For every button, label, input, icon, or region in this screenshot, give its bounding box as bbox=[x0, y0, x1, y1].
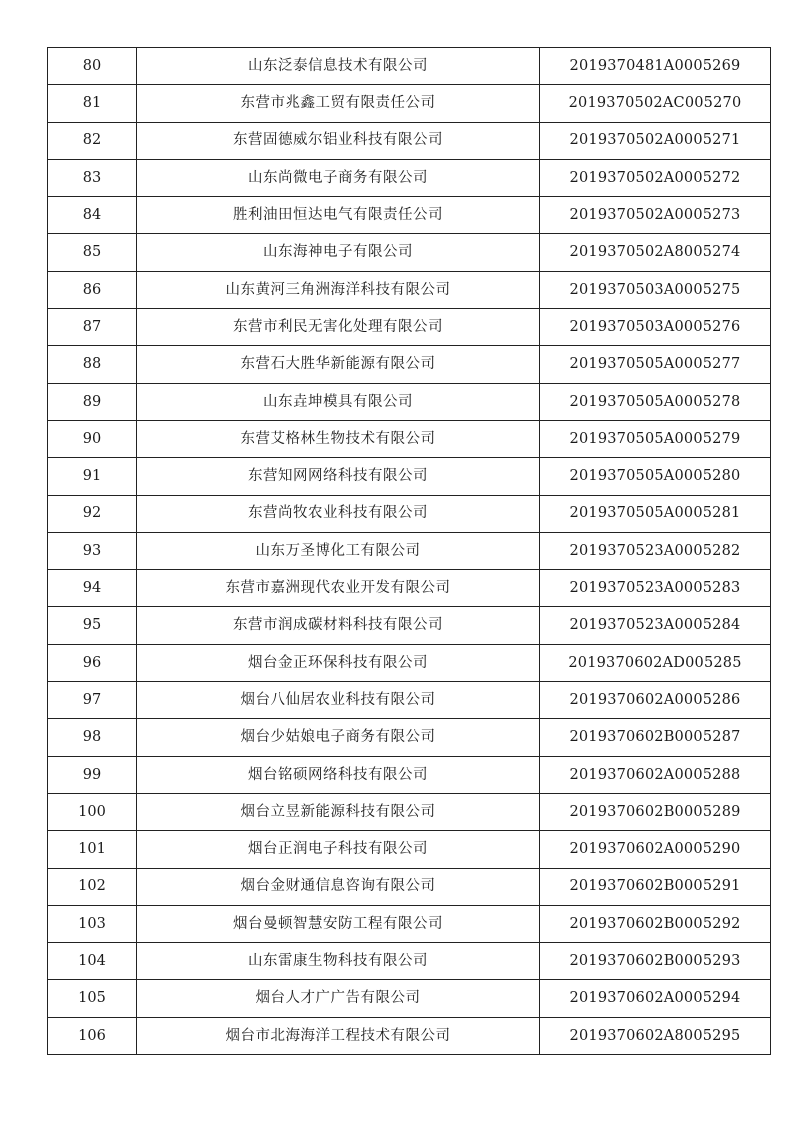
registration-code-cell: 2019370602A8005295 bbox=[540, 1017, 771, 1054]
company-name-cell: 东营市润成碳材料科技有限公司 bbox=[137, 607, 540, 644]
table-row bbox=[48, 719, 771, 756]
table-row bbox=[48, 420, 771, 457]
table-row bbox=[48, 943, 771, 980]
table-row bbox=[48, 980, 771, 1017]
row-number-cell: 92 bbox=[48, 495, 137, 532]
row-number-cell: 101 bbox=[48, 831, 137, 868]
company-name-cell: 山东垚坤模具有限公司 bbox=[137, 383, 540, 420]
row-number-cell: 95 bbox=[48, 607, 137, 644]
table-row bbox=[48, 532, 771, 569]
company-name-cell: 东营市嘉洲现代农业开发有限公司 bbox=[137, 570, 540, 607]
table-row bbox=[48, 495, 771, 532]
row-number-cell: 88 bbox=[48, 346, 137, 383]
row-number-cell: 106 bbox=[48, 1017, 137, 1054]
company-name-cell: 烟台铭硕网络科技有限公司 bbox=[137, 756, 540, 793]
registration-code-cell: 2019370602B0005287 bbox=[540, 719, 771, 756]
table-row bbox=[48, 1017, 771, 1054]
registration-code-cell: 2019370505A0005280 bbox=[540, 458, 771, 495]
company-name-cell: 东营石大胜华新能源有限公司 bbox=[137, 346, 540, 383]
row-number-cell: 87 bbox=[48, 309, 137, 346]
company-name-cell: 烟台人才广广告有限公司 bbox=[137, 980, 540, 1017]
table-row bbox=[48, 831, 771, 868]
row-number-cell: 102 bbox=[48, 868, 137, 905]
company-name-cell: 烟台金财通信息咨询有限公司 bbox=[137, 868, 540, 905]
table-row bbox=[48, 85, 771, 122]
company-name-cell: 山东万圣博化工有限公司 bbox=[137, 532, 540, 569]
row-number-cell: 80 bbox=[48, 48, 137, 85]
company-name-cell: 烟台立昱新能源科技有限公司 bbox=[137, 793, 540, 830]
registration-code-cell: 2019370505A0005281 bbox=[540, 495, 771, 532]
table-row bbox=[48, 48, 771, 85]
registration-code-cell: 2019370505A0005277 bbox=[540, 346, 771, 383]
registration-code-cell: 2019370602B0005289 bbox=[540, 793, 771, 830]
company-name-cell: 烟台少姑娘电子商务有限公司 bbox=[137, 719, 540, 756]
table-row bbox=[48, 793, 771, 830]
row-number-cell: 105 bbox=[48, 980, 137, 1017]
table-row bbox=[48, 644, 771, 681]
row-number-cell: 94 bbox=[48, 570, 137, 607]
row-number-cell: 96 bbox=[48, 644, 137, 681]
table-row bbox=[48, 197, 771, 234]
row-number-cell: 99 bbox=[48, 756, 137, 793]
company-name-cell: 东营市兆鑫工贸有限责任公司 bbox=[137, 85, 540, 122]
registration-code-cell: 2019370602A0005288 bbox=[540, 756, 771, 793]
table-row bbox=[48, 756, 771, 793]
table-row bbox=[48, 346, 771, 383]
row-number-cell: 81 bbox=[48, 85, 137, 122]
row-number-cell: 85 bbox=[48, 234, 137, 271]
row-number-cell: 100 bbox=[48, 793, 137, 830]
company-name-cell: 山东黄河三角洲海洋科技有限公司 bbox=[137, 271, 540, 308]
registration-code-cell: 2019370505A0005278 bbox=[540, 383, 771, 420]
registration-code-cell: 2019370523A0005284 bbox=[540, 607, 771, 644]
company-name-cell: 东营固德威尔铝业科技有限公司 bbox=[137, 122, 540, 159]
row-number-cell: 98 bbox=[48, 719, 137, 756]
company-name-cell: 山东尚微电子商务有限公司 bbox=[137, 159, 540, 196]
registry-table bbox=[47, 47, 771, 1055]
row-number-cell: 91 bbox=[48, 458, 137, 495]
company-name-cell: 山东泛泰信息技术有限公司 bbox=[137, 48, 540, 85]
table-row bbox=[48, 122, 771, 159]
registration-code-cell: 2019370502AC005270 bbox=[540, 85, 771, 122]
registration-code-cell: 2019370523A0005282 bbox=[540, 532, 771, 569]
registration-code-cell: 2019370602B0005293 bbox=[540, 943, 771, 980]
table-row bbox=[48, 905, 771, 942]
table-row bbox=[48, 868, 771, 905]
row-number-cell: 104 bbox=[48, 943, 137, 980]
table-row bbox=[48, 234, 771, 271]
company-name-cell: 东营艾格林生物技术有限公司 bbox=[137, 420, 540, 457]
company-name-cell: 东营尚牧农业科技有限公司 bbox=[137, 495, 540, 532]
table-row bbox=[48, 159, 771, 196]
table-row bbox=[48, 682, 771, 719]
registry-table-body bbox=[48, 48, 771, 1055]
registration-code-cell: 2019370502A0005272 bbox=[540, 159, 771, 196]
registration-code-cell: 2019370502A8005274 bbox=[540, 234, 771, 271]
row-number-cell: 97 bbox=[48, 682, 137, 719]
company-name-cell: 东营市利民无害化处理有限公司 bbox=[137, 309, 540, 346]
registration-code-cell: 2019370602A0005294 bbox=[540, 980, 771, 1017]
company-name-cell: 东营知网网络科技有限公司 bbox=[137, 458, 540, 495]
company-name-cell: 山东雷康生物科技有限公司 bbox=[137, 943, 540, 980]
registration-code-cell: 2019370502A0005273 bbox=[540, 197, 771, 234]
registration-code-cell: 2019370505A0005279 bbox=[540, 420, 771, 457]
table-row bbox=[48, 383, 771, 420]
table-row bbox=[48, 458, 771, 495]
company-name-cell: 胜利油田恒达电气有限责任公司 bbox=[137, 197, 540, 234]
company-name-cell: 烟台曼顿智慧安防工程有限公司 bbox=[137, 905, 540, 942]
row-number-cell: 82 bbox=[48, 122, 137, 159]
company-name-cell: 烟台八仙居农业科技有限公司 bbox=[137, 682, 540, 719]
registration-code-cell: 2019370602A0005286 bbox=[540, 682, 771, 719]
registration-code-cell: 2019370602B0005292 bbox=[540, 905, 771, 942]
table-row bbox=[48, 309, 771, 346]
company-name-cell: 烟台正润电子科技有限公司 bbox=[137, 831, 540, 868]
table-row bbox=[48, 607, 771, 644]
registration-code-cell: 2019370481A0005269 bbox=[540, 48, 771, 85]
registration-code-cell: 2019370523A0005283 bbox=[540, 570, 771, 607]
company-name-cell: 烟台市北海海洋工程技术有限公司 bbox=[137, 1017, 540, 1054]
row-number-cell: 86 bbox=[48, 271, 137, 308]
company-name-cell: 烟台金正环保科技有限公司 bbox=[137, 644, 540, 681]
registration-code-cell: 2019370502A0005271 bbox=[540, 122, 771, 159]
row-number-cell: 89 bbox=[48, 383, 137, 420]
company-name-cell: 山东海神电子有限公司 bbox=[137, 234, 540, 271]
registration-code-cell: 2019370602A0005290 bbox=[540, 831, 771, 868]
row-number-cell: 83 bbox=[48, 159, 137, 196]
row-number-cell: 103 bbox=[48, 905, 137, 942]
table-row bbox=[48, 570, 771, 607]
row-number-cell: 93 bbox=[48, 532, 137, 569]
row-number-cell: 90 bbox=[48, 420, 137, 457]
registration-code-cell: 2019370503A0005275 bbox=[540, 271, 771, 308]
row-number-cell: 84 bbox=[48, 197, 137, 234]
table-row bbox=[48, 271, 771, 308]
registration-code-cell: 2019370503A0005276 bbox=[540, 309, 771, 346]
registration-code-cell: 2019370602B0005291 bbox=[540, 868, 771, 905]
registration-code-cell: 2019370602AD005285 bbox=[540, 644, 771, 681]
